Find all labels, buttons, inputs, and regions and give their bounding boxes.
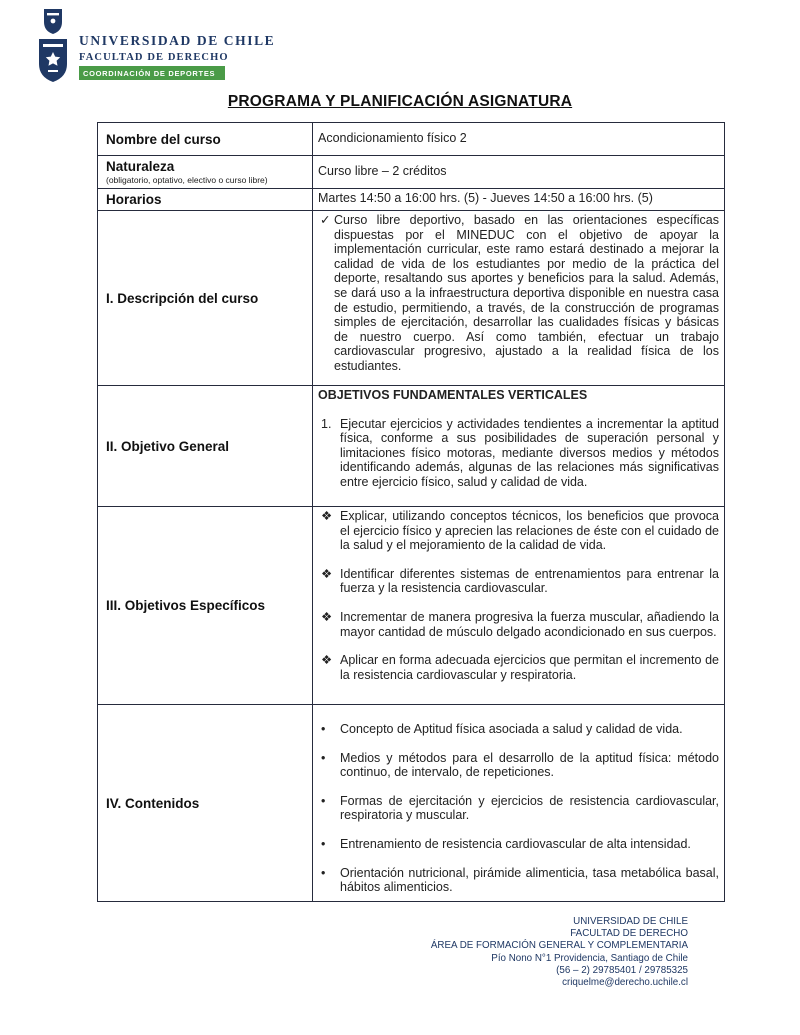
row-content-cell: [313, 386, 725, 507]
row-content-cell: [313, 189, 725, 211]
table-row: [98, 189, 725, 211]
content-bullet: [318, 610, 719, 639]
row-label: III. Objetivos Específicos: [106, 598, 266, 613]
university-crest-icon: [36, 8, 70, 84]
content-bullet: [318, 509, 719, 553]
bullet-icon: •: [321, 836, 326, 851]
document-title: PROGRAMA Y PLANIFICACIÓN ASIGNATURA: [227, 93, 573, 110]
list-item-text: Curso libre deportivo, basado en las orientaciones específicas dispuestas por el MINEDUC con el objetivo de apoyar la implementación curricular, este ramo estará destinado a mejorar la calidad de vida de los estudiantes por medio de la práctica del deporte, resaltando sus aportes y beneficios para la salud. Además, se dará uso a la infraestructura deportiva disponible en nuestra casa de estudio, permitiendo, a través, de la construcción de programas simples de ejercitación, desarrollar las cualidades físicas y básicas de nuestro cuerpo. Así como también, efectuar un trabajo cardiovascular progresivo, ajustado a la realidad física de los estudiantes.: [334, 213, 719, 373]
list-number: 1.: [321, 416, 332, 431]
university-logo: [36, 8, 800, 84]
content-bullet: [318, 751, 719, 780]
table-row: [98, 386, 725, 507]
row-content-cell: [313, 705, 725, 902]
list-item-text: Incrementar de manera progresiva la fuerza muscular, añadiendo la mayor cantidad de músculo delgado acondicionado en sus cuerpos.: [340, 609, 719, 639]
content-bullet: [318, 213, 719, 374]
row-content-cell: [313, 123, 725, 156]
footer-line: UNIVERSIDAD DE CHILE: [573, 916, 688, 927]
list-item-text: Entrenamiento de resistencia cardiovascular de alta intensidad.: [340, 836, 691, 851]
content-bullet: [318, 722, 719, 737]
row-label-cell: [98, 123, 313, 156]
table-row: [98, 507, 725, 705]
row-label-cell: [98, 705, 313, 902]
row-label: Horarios: [106, 192, 162, 207]
bullet-icon: ❖: [321, 609, 333, 624]
row-label-cell: [98, 189, 313, 211]
bullet-icon: •: [321, 750, 326, 765]
program-table: [97, 122, 725, 902]
content-plain: Martes 14:50 a 16:00 hrs. (5) - Jueves 14:50 a 16:00 hrs. (5): [318, 191, 653, 206]
bullet-icon: ✓: [320, 213, 331, 227]
content-bullet: [318, 794, 719, 823]
content-numbered: [318, 417, 719, 490]
content-plain: Acondicionamiento físico 2: [318, 130, 467, 145]
row-content-cell: [313, 211, 725, 386]
logo-text-block: [79, 8, 275, 80]
content-bullet: [318, 567, 719, 596]
document-footer: [0, 916, 800, 989]
bullet-icon: •: [321, 722, 326, 736]
content-bullet: [318, 653, 719, 682]
footer-line: FACULTAD DE DERECHO: [570, 928, 688, 940]
table-row: [98, 211, 725, 386]
row-content-cell: [313, 156, 725, 189]
row-label: I. Descripción del curso: [106, 290, 259, 306]
row-label-cell: [98, 386, 313, 507]
list-item-text: Ejecutar ejercicios y actividades tendientes a incrementar la aptitud física, conforme a sus posibilidades de superación personal y limitaciones físico motoras, mediante diversos medios y métodos identificando además, algunas de las relaciones más significativas entre ejercicio físico, salud y calidad de vida.: [340, 416, 719, 489]
bullet-icon: ❖: [321, 653, 333, 668]
content-bullet: [318, 837, 719, 852]
content-plain: Curso libre – 2 créditos: [318, 163, 447, 178]
footer-line: ÁREA DE FORMACIÓN GENERAL Y COMPLEMENTARIA: [430, 940, 688, 952]
table-row: [98, 705, 725, 902]
row-content-cell: [313, 507, 725, 705]
row-label-cell: [98, 156, 313, 189]
row-label: IV. Contenidos: [106, 795, 200, 811]
bullet-icon: ❖: [321, 566, 333, 581]
content-bullet: [318, 866, 719, 895]
list-item-text: Formas de ejercitación y ejercicios de resistencia cardiovascular, respiratoria y muscular.: [340, 793, 719, 823]
list-item-text: Orientación nutricional, pirámide alimenticia, tasa metabólica basal, hábitos alimenticios.: [340, 865, 719, 895]
row-label-cell: [98, 507, 313, 705]
row-sublabel: (obligatorio, optativo, electivo o curso libre): [106, 175, 268, 185]
row-label: Naturaleza: [106, 159, 175, 174]
logo-faculty-name: FACULTAD DE DERECHO: [79, 52, 229, 63]
bullet-icon: ❖: [321, 509, 333, 523]
row-label: II. Objetivo General: [106, 438, 230, 454]
row-label: Nombre del curso: [106, 131, 221, 147]
footer-email: criquelme@derecho.uchile.cl: [562, 977, 688, 989]
row-label-cell: [98, 211, 313, 386]
logo-department-banner: COORDINACIÓN DE DEPORTES: [79, 66, 225, 80]
list-item-text: Concepto de Aptitud física asociada a salud y calidad de vida.: [340, 722, 683, 736]
bullet-icon: •: [321, 865, 326, 880]
footer-line: Pío Nono N°1 Providencia, Santiago de Chile: [491, 952, 688, 964]
footer-line: (56 – 2) 29785401 / 29785325: [556, 964, 688, 976]
content-heading: OBJETIVOS FUNDAMENTALES VERTICALES: [318, 388, 588, 402]
list-item-text: Explicar, utilizando conceptos técnicos, los beneficios que provoca el ejercicio físico y aprecien las relaciones de éste con el cuidado de la salud y el mejoramiento de la calidad de vida.: [340, 509, 719, 553]
list-item-text: Identificar diferentes sistemas de entrenamientos para entrenar la fuerza y la resistencia cardiovascular.: [340, 566, 719, 596]
bullet-icon: •: [321, 793, 326, 808]
table-row: [98, 156, 725, 189]
list-item-text: Aplicar en forma adecuada ejercicios que permitan el incremento de la resistencia cardiovascular y respiratoria.: [340, 653, 719, 682]
list-item-text: Medios y métodos para el desarrollo de la aptitud física: método continuo, de intervalo, de repeticiones.: [340, 750, 719, 780]
logo-university-name: UNIVERSIDAD DE CHILE: [79, 33, 276, 48]
table-row: [98, 123, 725, 156]
